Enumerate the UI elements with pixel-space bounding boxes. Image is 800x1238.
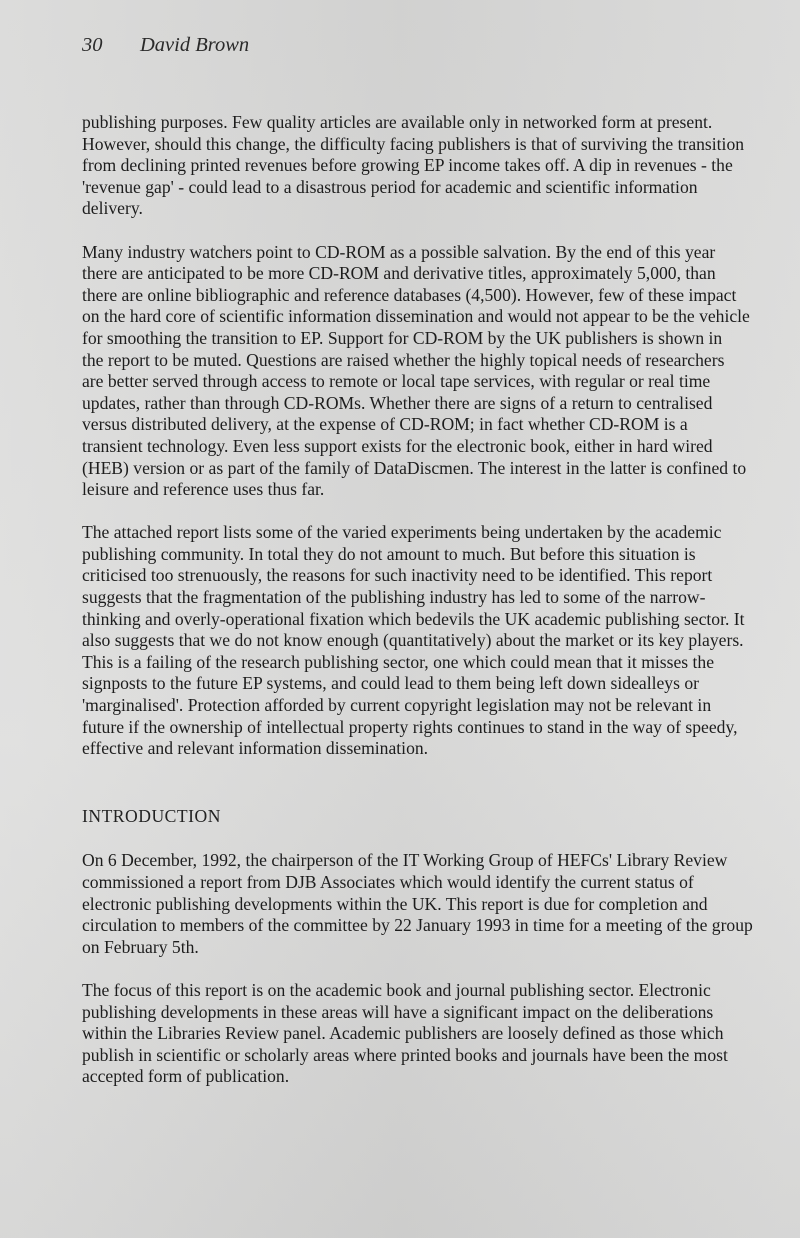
text-line: the report to be muted. Questions are raised whether the highly topical needs of researchers xyxy=(82,349,725,370)
text-line: are better served through access to remote or local tape services, with regular or real time xyxy=(82,371,711,392)
text-line: there are online bibliographic and reference databases (4,500). However, few of these impact xyxy=(82,284,737,305)
text-line: leisure and reference uses thus far. xyxy=(82,479,325,500)
text-line: commissioned a report from DJB Associates which would identify the current status of xyxy=(82,872,694,892)
text-line: signposts to the future EP systems, and could lead to them being left down sidealleys or xyxy=(82,673,699,694)
text-line: for smoothing the transition to EP. Support for CD-ROM by the UK publishers is shown in xyxy=(82,327,723,348)
text-line: future if the ownership of intellectual property rights continues to stand in the way of speedy, xyxy=(82,716,738,737)
text-line: thinking and overly-operational fixation which bedevils the UK academic publishing sector. It xyxy=(82,608,745,629)
paragraph-focus xyxy=(82,980,742,1088)
text-line: on February 5th. xyxy=(82,936,199,957)
text-line: updates, rather than through CD-ROMs. Whether there are signs of a return to centralised xyxy=(82,392,713,413)
text-line: delivery. xyxy=(82,198,143,219)
text-line: publishing community. In total they do not amount to much. But before this situation is xyxy=(82,543,696,564)
text-line: Many industry watchers point to CD-ROM as a possible salvation. By the end of this year xyxy=(82,241,716,262)
paragraph-commission xyxy=(82,850,753,958)
text-line: there are anticipated to be more CD-ROM and derivative titles, approximately 5,000, than xyxy=(82,263,716,284)
text-line: This is a failing of the research publishing sector, one which could mean that it misses the xyxy=(82,651,715,672)
text-line: The attached report lists some of the varied experiments being undertaken by the academic xyxy=(82,522,722,543)
text-line: effective and relevant information dissemination. xyxy=(82,738,429,759)
text-line: from declining printed revenues before growing EP income takes off. A dip in revenues - the xyxy=(82,155,733,176)
text-line: criticised too strenuously, the reasons for such inactivity need to be identified. This report xyxy=(82,565,713,586)
text-line: within the Libraries Review panel. Academic publishers are loosely defined as those which xyxy=(82,1023,724,1044)
text-line: (HEB) version or as part of the family of DataDiscmen. The interest in the latter is confined to xyxy=(82,457,747,478)
paragraph-experiments xyxy=(82,522,745,760)
text-line: also suggests that we do not know enough (quantitatively) about the market or its key players. xyxy=(82,630,744,651)
text-line: 'revenue gap' - could lead to a disastrous period for academic and scientific information xyxy=(82,176,698,197)
text-line: transient technology. Even less support exists for the electronic book, either in hard wired xyxy=(82,435,713,456)
text-line: suggests that the fragmentation of the publishing industry has led to some of the narrow- xyxy=(82,587,706,608)
running-head xyxy=(82,34,249,57)
section-heading: INTRODUCTION xyxy=(82,805,221,826)
text-line: publishing developments in these areas will have a significant impact on the deliberations xyxy=(82,1001,714,1022)
text-line: accepted form of publication. xyxy=(82,1066,290,1087)
paragraph-cd-rom xyxy=(82,241,750,501)
body-text xyxy=(82,112,753,1110)
text-line: The focus of this report is on the academic book and journal publishing sector. Electronic xyxy=(82,979,711,1000)
text-line: publish in scientific or scholarly areas where printed books and journals have been the most xyxy=(82,1044,728,1065)
text-line: publishing purposes. Few quality articles are available only in networked form at present. xyxy=(82,112,713,132)
paragraph-revenue-gap xyxy=(82,112,745,220)
text-line: circulation to members of the committee by 22 January 1993 in time for a meeting of the group xyxy=(82,915,753,936)
running-head-author: David Brown xyxy=(140,34,250,56)
page-number: 30 xyxy=(82,34,103,56)
text-line: on the hard core of scientific information dissemination and would not appear to be the vehicle xyxy=(82,306,750,327)
text-line: versus distributed delivery, at the expense of CD-ROM; in fact whether CD-ROM is a xyxy=(82,414,688,435)
text-line: However, should this change, the difficulty facing publishers is that of surviving the transition xyxy=(82,133,745,154)
text-line: 'marginalised'. Protection afforded by current copyright legislation may not be relevant in xyxy=(82,695,712,716)
text-line: electronic publishing developments within the UK. This report is due for completion and xyxy=(82,893,708,914)
text-line: On 6 December, 1992, the chairperson of the IT Working Group of HEFCs' Library Review xyxy=(82,850,728,871)
